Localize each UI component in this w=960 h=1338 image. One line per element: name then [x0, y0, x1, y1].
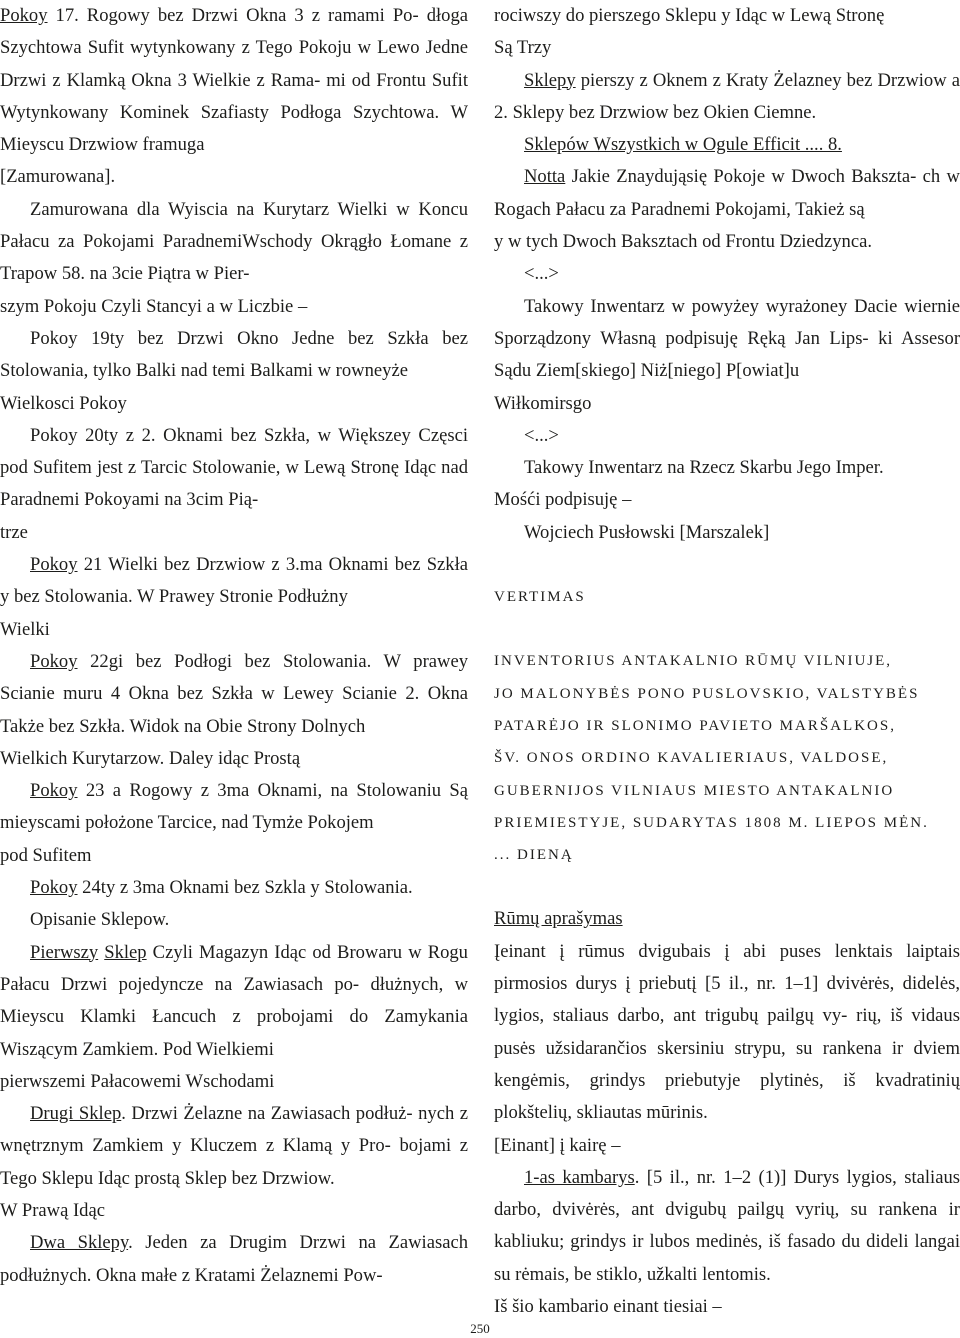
text-segment: Okna Także bez Szkła. Widok na Obie Strony Dolnych: [0, 683, 468, 737]
paragraph: [0, 872, 468, 904]
text-segment: w Rogu Pałacu Drzwi pojedyncze na Zawiasach po-: [0, 941, 468, 995]
section-heading: Opisanie Sklepow.: [30, 909, 170, 931]
title-line: GUBERNIJOS VILNIAUS MIESTO ANTAKALNIO: [494, 782, 895, 799]
title-line: JO MALONYBĖS PONO PUSLOVSKIO, VALSTYBĖS: [494, 685, 920, 702]
paragraph: [494, 291, 960, 388]
paragraph: Są Trzy: [494, 37, 552, 59]
text-segment: Szkła y bez Stolowania. W Prawey Stronie Podłużny: [0, 554, 468, 608]
page-number: 250: [470, 1321, 490, 1336]
term-pokoy: Pokoy: [0, 5, 48, 26]
text-segment: Koncu Pałacu za Pokojami ParadnemiWschody: [0, 198, 468, 253]
paragraph: [Zamurowana].: [0, 166, 116, 188]
text-segment: Okrągło Łomane z Trapow 58. na 3cie Piątra w Pier-: [0, 231, 468, 285]
term-pokoy: Pokoy: [30, 877, 78, 899]
paragraph: [494, 0, 960, 32]
signature-line: Wojciech Pusłowski [Marszalek]: [524, 521, 770, 543]
paragraph: pierwszemi Pałacowemi Wschodami: [0, 1070, 275, 1092]
term-1-as-kambarys: 1-as kambarys: [524, 1166, 635, 1188]
term-pokoy: Pokoy: [30, 780, 78, 802]
ellipsis-marker: <...>: [524, 263, 559, 285]
text-segment: Podłoga Szychtowa. W Mieyscu Drzwiow framuga: [0, 101, 468, 156]
left-column: [0, 0, 468, 1292]
paragraph: [0, 420, 468, 517]
spacer: [494, 549, 960, 581]
term-sklepy: Sklepy: [524, 69, 576, 91]
paragraph: [0, 0, 468, 161]
paragraph: Iš šio kambario einant tiesiai –: [494, 1295, 722, 1317]
term-pierwszy: Pierwszy: [30, 941, 99, 963]
section-heading-rumu-aprasymas: Rūmų aprašymas: [494, 908, 623, 930]
text-segment: bojami z Tego Sklepu Idąc prostą Sklep bez Drzwiow.: [0, 1135, 469, 1189]
text-segment: 21 Wielki bez Drzwiow z 3.ma Oknami bez: [77, 554, 421, 576]
text-segment: rių, iš vidaus pusės užsidarančios skersiniu strypu,: [494, 1005, 960, 1059]
term-notta: Notta: [524, 166, 566, 188]
text-segment: dłużnych, w Mieyscu Klamki Łancuch z probojami: [0, 973, 469, 1028]
paragraph: Wielkich Kurytarzow. Daley idąc Prostą: [0, 747, 301, 769]
text-segment: didelės, lygios, staliaus darbo, ant trigubų pailgų vy-: [494, 973, 960, 1027]
paragraph: Wiłkomirsgo: [494, 392, 592, 414]
paragraph: [0, 1227, 468, 1292]
text-segment: Drzwiow a 2. Sklepy bez Drzwiow bez Okien Ciemne.: [494, 69, 960, 123]
paragraph: trze: [0, 521, 28, 543]
paragraph: [494, 936, 960, 1130]
text-segment: ch w Rogach Pałacu za Paradnemi Pokojami, Takież są: [494, 166, 960, 220]
paragraph: [Einant] į kairę –: [494, 1134, 621, 1156]
paragraph: [494, 452, 960, 484]
text-segment: do Zamykania Wiszącym Zamkiem. Pod Wielkiemi: [0, 1006, 468, 1060]
term-drugi-sklep: Drugi Sklep: [30, 1103, 122, 1125]
text-segment: rociwszy do pierszego Sklepu y Idąc w Lewą Stronę: [494, 5, 885, 26]
text-segment: Scianie muru 4 Okna bez Szkła w Lewey Scianie 2.: [0, 683, 420, 705]
text-segment: . [5 il., nr. 1–2 (1)] Durys lygios,: [634, 1166, 897, 1188]
term-dwa-sklepy: Dwa Sklepy: [30, 1232, 129, 1254]
paragraph: [494, 161, 960, 226]
section-heading-vertimas: VERTIMAS: [494, 589, 586, 606]
text-segment: mi od Frontu Sufit Wytynkowany Kominek Szafiasty: [0, 69, 468, 123]
text-segment: staliaus darbo, dvivėrės, ant dvigubų pailgų vyrių, su: [494, 1166, 960, 1221]
paragraph: [0, 775, 468, 840]
paragraph: szym Pokoju Czyli Stancyi a w Liczbie –: [0, 295, 308, 317]
spacer: [494, 613, 960, 645]
paragraph: Wielki: [0, 618, 50, 640]
title-line: INVENTORIUS ANTAKALNIO RŪMŲ VILNIUJE,: [494, 653, 893, 670]
text-segment: Zamurowana dla Wyiscia na Kurytarz Wielki w: [30, 198, 410, 220]
text-segment: su rankena ir dviem kengėmis, grindys priebutyje: [494, 1037, 960, 1091]
spacer: [494, 871, 960, 903]
text-segment: Įeinant į rūmus dvigubais į abi puses lenktais laiptais: [494, 940, 960, 962]
text-segment: Takowy Inwentarz na Rzecz Skarbu Jego Imper.: [524, 457, 884, 479]
title-line: ... DIENĄ: [494, 847, 574, 864]
text-segment: . Drzwi Żelazne na Zawiasach podłuż-: [121, 1103, 413, 1125]
term-pokoy: Pokoy: [30, 554, 78, 576]
paragraph: [0, 194, 468, 291]
right-column: [494, 0, 960, 1323]
text-segment: Pokoy 20ty z 2. Oknami bez Szkła, w Większey: [30, 424, 411, 446]
paragraph: pod Sufitem: [0, 844, 92, 866]
paragraph: [494, 1162, 960, 1291]
text-segment: plytinės, iš kvadratinių plokštelių, skliautas mūrinis.: [494, 1069, 960, 1124]
text-segment: . Jeden za Drugim Drzwi na Zawiasach: [128, 1232, 469, 1254]
text-segment: 22gi bez Podłogi bez Stolowania. W prawey: [77, 650, 468, 672]
summary-line: Sklepów Wszystkich w Ogule Efficit .... 8.: [524, 134, 842, 156]
text-segment: Lewo Jedne Drzwi z Klamką Okna 3 Wielkie z Rama-: [0, 37, 469, 91]
text-segment: Jakie Znaydująsię Pokoje w Dwoch Baksztа-: [565, 166, 917, 188]
title-line: PRIEMIESTYJE, SUDARYTAS 1808 M. LIEPOS MĖN.: [494, 814, 929, 831]
paragraph: [0, 937, 468, 1066]
text-segment: dłoga Szychtowa Sufit wytynkowany z Tego Pokoju w: [0, 5, 469, 59]
text-segment: Czyli Magazyn Idąc od Browaru: [146, 941, 403, 963]
text-segment: wiernie Sporządzony Własną podpisuję Ręką Jan Lips-: [494, 295, 960, 349]
text-segment: Stronę Idąc nad Paradnemi Pokoyami na 3cim Pią-: [0, 457, 469, 511]
paragraph: [0, 646, 468, 743]
paragraph: y w tych Dwoch Baksztach od Frontu Dziedzynca.: [494, 231, 872, 253]
paragraph: Wielkosci Pokoy: [0, 392, 127, 414]
text-segment: nych z wnętrznym Zamkiem y Kluczem z Klamą y Pro-: [0, 1103, 468, 1157]
text-segment: pirmosios durys į priebutį [5 il., nr. 1–1] dvivėrės,: [494, 973, 895, 995]
text-segment: 23 a Rogowy z 3ma Oknami, na Stolowaniu: [77, 780, 442, 802]
paragraph: [0, 1098, 468, 1195]
text-segment: Takowy Inwentarz w powyżey wyrażoney Dacie: [524, 295, 898, 317]
paragraph: [0, 323, 468, 388]
ellipsis-marker: <...>: [524, 424, 559, 446]
paragraph: Mośći podpisuję –: [494, 489, 632, 511]
title-line: ŠV. ONOS ORDINO KAVALIERIAUS, VALDOSE,: [494, 750, 889, 767]
text-segment: Są mieyscami położone Tarcice, nad Tymże Pokojem: [0, 780, 468, 834]
text-segment: Stolowania, tylko Balki nad temi Balkami w rowneyże: [0, 360, 408, 382]
title-line: PATARĖJO IR SLONIMO PAVIETO MARŠALKOS,: [494, 717, 896, 734]
text-segment: podłużnych. Okna małe z Kratami Żelaznemi Pow-: [0, 1264, 383, 1286]
paragraph: [0, 549, 468, 614]
paragraph: [494, 65, 960, 130]
text-segment: rankena ir kabliuku; grindys ir lubos medinės, iš fasado: [494, 1199, 960, 1253]
text-segment: Częsci pod Sufitem jest z Tarcic Stolowanie, w Lewą: [0, 424, 468, 479]
paragraph: W Prawą Idąc: [0, 1199, 105, 1221]
text-segment: du dideli langai su rėmais, be stiklo, užkalti lentomis.: [494, 1231, 960, 1285]
text-segment: ki Assesor Sądu Ziem[skiego] Niż[niego] P[owiat]u: [494, 327, 960, 382]
text-segment: pierszy z Oknem z Kraty Żelazney bez: [575, 69, 873, 91]
term-pokoy: Pokoy: [30, 650, 78, 672]
text-segment: 17. Rogowy bez Drzwi Okna 3 z ramami Po-: [47, 5, 419, 26]
text-segment: Pokoy 19ty bez Drzwi Okno Jedne bez Szkła bez: [30, 327, 468, 349]
term-sklep: Sklep: [104, 941, 147, 963]
text-segment: 24ty z 3ma Oknami bez Szkla y Stolowania.: [77, 877, 413, 899]
